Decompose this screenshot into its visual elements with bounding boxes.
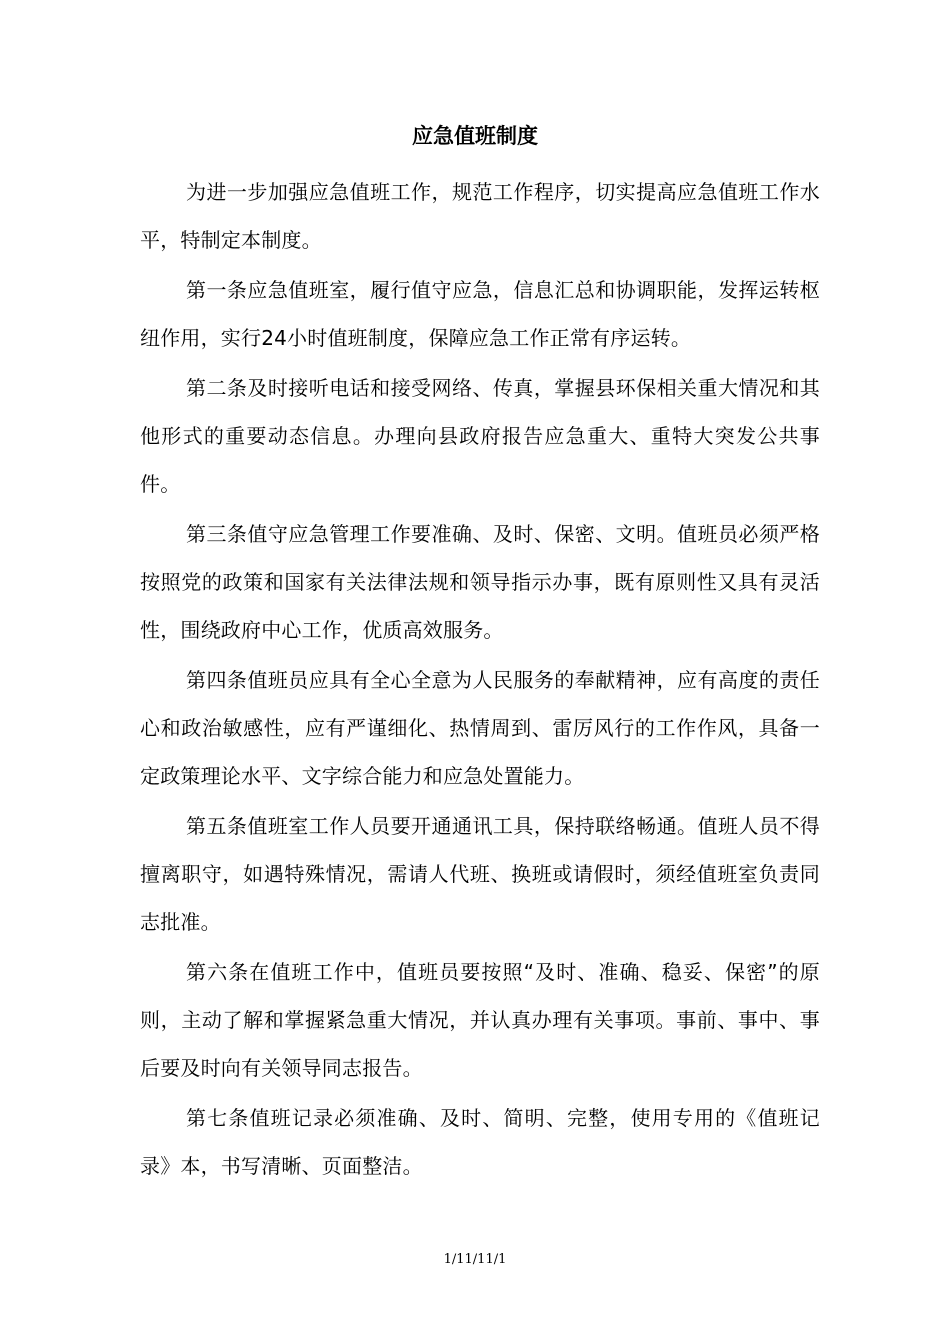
paragraph-article-1: 第一条应急值班室，履行值守应急，信息汇总和协调职能，发挥运转枢纽作用，实行24小时值班制度，保障应急工作正常有序运转。 [140, 278, 820, 350]
paragraph-article-6: 第六条在值班工作中，值班员要按照“及时、准确、稳妥、保密”的原则，主动了解和掌握紧急重大情况，并认真办理有关事项。事前、事中、事后要及时向有关领导同志报告。 [140, 960, 820, 1080]
document-title: 应急值班制度 [412, 124, 538, 148]
paragraph-article-2: 第二条及时接听电话和接受网络、传真，掌握县环保相关重大情况和其他形式的重要动态信息。办理向县政府报告应急重大、重特大突发公共事件。 [140, 376, 820, 496]
paragraph-article-3: 第三条值守应急管理工作要准确、及时、保密、文明。值班员必须严格按照党的政策和国家有关法律法规和领导指示办事，既有原则性又具有灵活性，围绕政府中心工作，优质高效服务。 [140, 522, 820, 642]
document-body [140, 168, 820, 1192]
page-number-footer: 1/11/11/1 [443, 1252, 507, 1267]
paragraph-article-7: 第七条值班记录必须准确、及时、简明、完整，使用专用的《值班记录》本，书写清晰、页面整洁。 [140, 1106, 820, 1178]
paragraph-article-5: 第五条值班室工作人员要开通通讯工具，保持联络畅通。值班人员不得擅离职守，如遇特殊情况，需请人代班、换班或请假时，须经值班室负责同志批准。 [140, 814, 820, 934]
paragraph-article-4: 第四条值班员应具有全心全意为人民服务的奉献精神，应有高度的责任心和政治敏感性，应有严谨细化、热情周到、雷厉风行的工作作风，具备一定政策理论水平、文字综合能力和应急处置能力。 [140, 668, 820, 788]
paragraph-intro: 为进一步加强应急值班工作，规范工作程序，切实提高应急值班工作水平，特制定本制度。 [140, 180, 820, 252]
